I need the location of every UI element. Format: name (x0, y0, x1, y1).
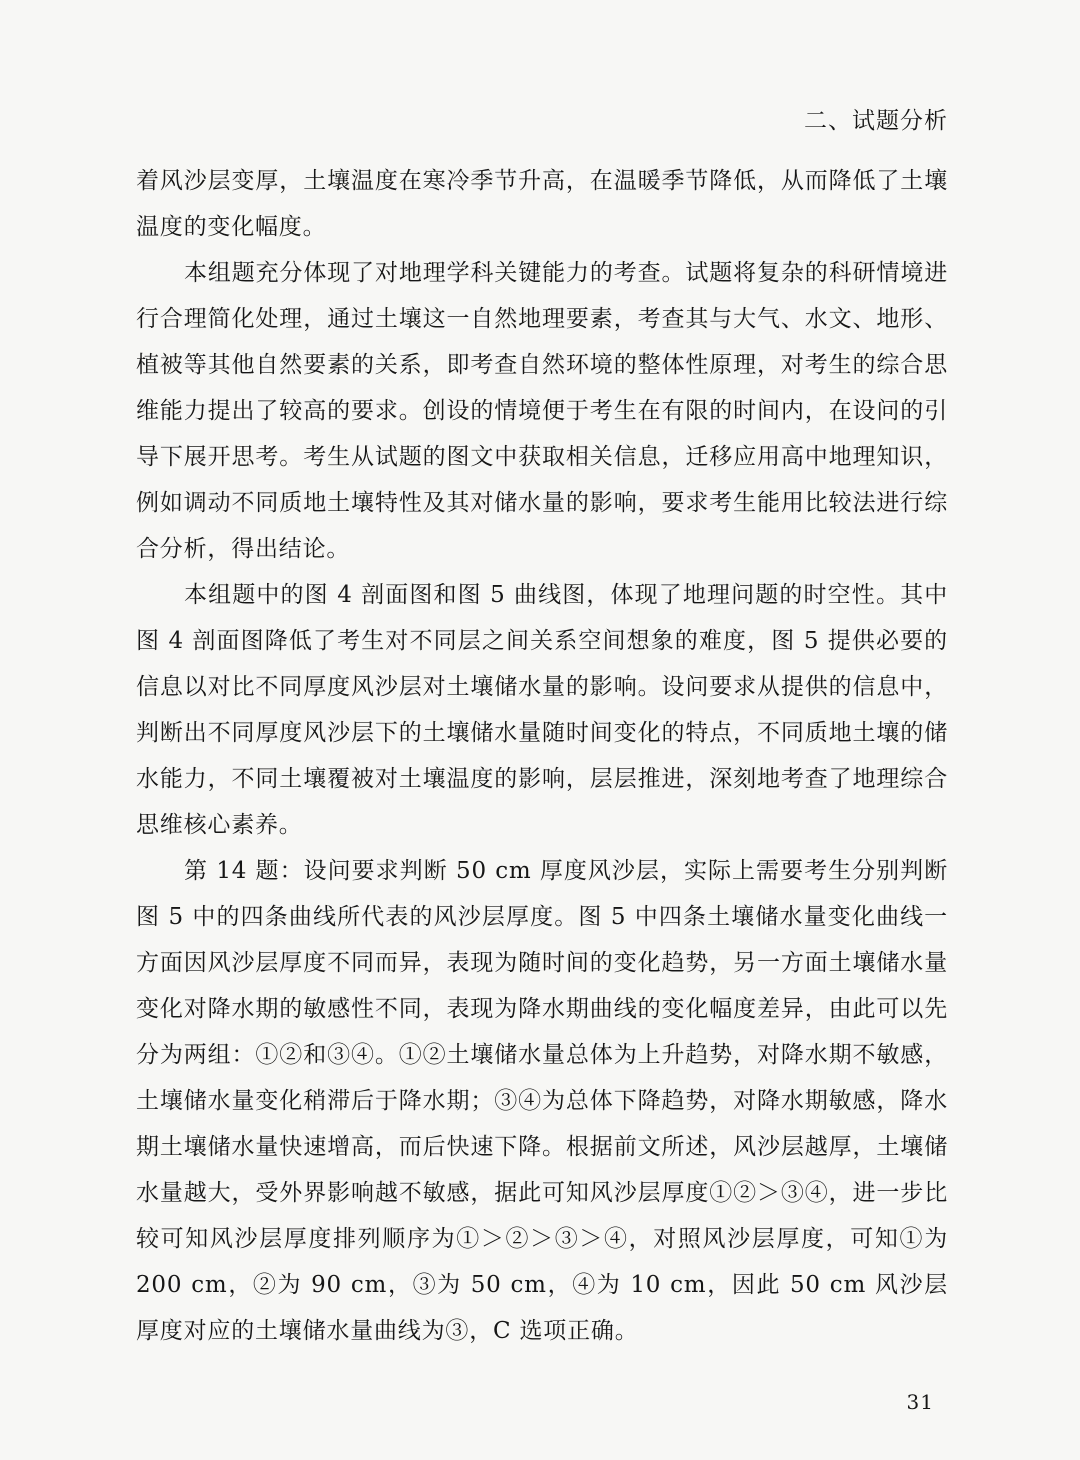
paragraph-question-14: 第 14 题：设问要求判断 50 cm 厚度风沙层，实际上需要考生分别判断图 5 中的四条曲线所代表的风沙层厚度。图 5 中四条土壤储水量变化曲线一方面因风沙层厚度不同而异，表现为随时间的变化趋势，另一方面土壤储水量变化对降水期的敏感性不同，表现为降水期曲线的变化幅度差异，由此可以先分为两组：①②和③④。①②土壤储水量总体为上升趋势，对降水期不敏感，土壤储水量变化稍滞后于降水期；③④为总体下降趋势，对降水期敏感，降水期土壤储水量快速增高，而后快速下降。根据前文所述，风沙层越厚，土壤储水量越大，受外界影响越不敏感，据此可知风沙层厚度①②＞③④，进一步比较可知风沙层厚度排列顺序为①＞②＞③＞④，对照风沙层厚度，可知①为 200 cm，②为 90 cm，③为 50 cm，④为 10 cm，因此 50 cm 风沙层厚度对应的土壤储水量曲线为③，C 选项正确。 (136, 858, 948, 1344)
paragraph-continuation: 着风沙层变厚，土壤温度在寒冷季节升高，在温暖季节降低，从而降低了土壤温度的变化幅度。 (136, 168, 948, 240)
section-header: 二、试题分析 (804, 108, 948, 134)
paragraph-key-abilities: 本组题充分体现了对地理学科关键能力的考查。试题将复杂的科研情境进行合理简化处理，通过土壤这一自然地理要素，考查其与大气、水文、地形、植被等其他自然要素的关系，即考查自然环境的整体性原理，对考生的综合思维能力提出了较高的要求。创设的情境便于考生在有限的时间内，在设问的引导下展开思考。考生从试题的图文中获取相关信息，迁移应用高中地理知识，例如调动不同质地土壤特性及其对储水量的影响，要求考生能用比较法进行综合分析，得出结论。 (136, 260, 948, 562)
paragraph-figures: 本组题中的图 4 剖面图和图 5 曲线图，体现了地理问题的时空性。其中图 4 剖面图降低了考生对不同层之间关系空间想象的难度，图 5 提供必要的信息以对比不同厚度风沙层对土壤储水量的影响。设问要求从提供的信息中，判断出不同厚度风沙层下的土壤储水量随时间变化的特点，不同质地土壤的储水能力，不同土壤覆被对土壤温度的影响，层层推进，深刻地考查了地理综合思维核心素养。 (136, 582, 948, 838)
body-text (136, 158, 948, 1354)
page-number: 31 (906, 1390, 934, 1414)
